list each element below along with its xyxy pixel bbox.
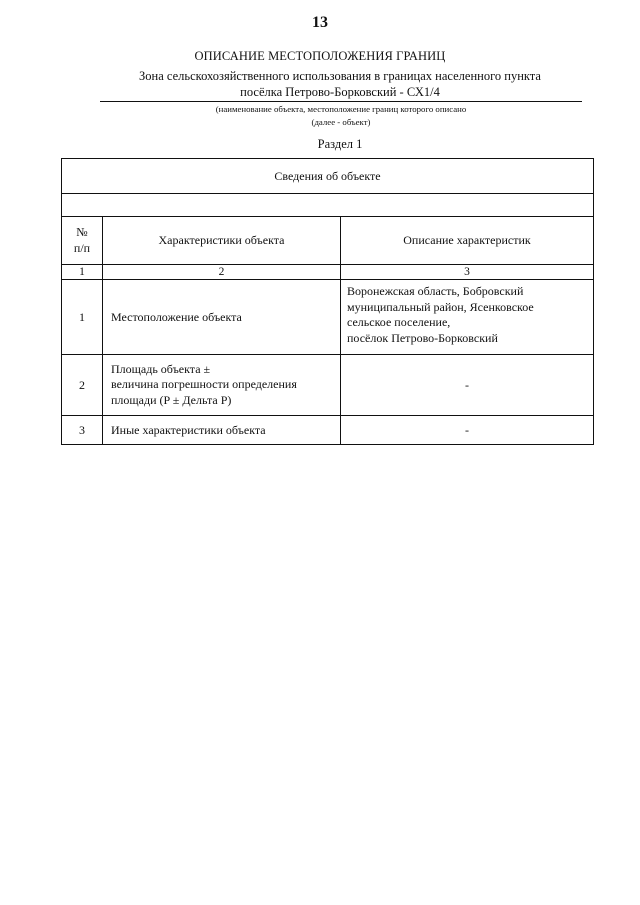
column-number-row <box>62 265 594 280</box>
row-description-line: сельское поселение, <box>347 315 451 329</box>
table-spacer-cell <box>62 194 594 217</box>
row-characteristic-line: Площадь объекта ± <box>111 361 211 376</box>
row-characteristic-line: площади (P ± Дельта P) <box>111 392 232 407</box>
column-header-num-line-1: № <box>76 225 88 239</box>
row-description <box>341 355 594 416</box>
column-header-num-line-2: п/п <box>73 240 91 255</box>
row-characteristic <box>103 280 341 355</box>
document-subtitle <box>100 68 580 100</box>
table-spacer-row <box>62 194 594 217</box>
table-title: Сведения об объекте <box>62 159 594 194</box>
row-description-line: - <box>465 377 469 392</box>
table-row <box>62 416 594 445</box>
document-title: ОПИСАНИЕ МЕСТОПОЛОЖЕНИЯ ГРАНИЦ <box>194 49 446 63</box>
column-number-2: 2 <box>103 265 341 280</box>
row-characteristic <box>103 416 341 445</box>
row-characteristic <box>103 355 341 416</box>
row-description-line: - <box>465 422 469 437</box>
table-title-row <box>62 159 594 194</box>
row-description <box>341 416 594 445</box>
row-characteristic-line: Иные характеристики объекта <box>111 422 266 437</box>
row-number: 1 <box>62 280 103 355</box>
table-header-row <box>62 217 594 265</box>
row-description-line: Воронежская область, Бобровский <box>347 284 524 298</box>
caption-line-2: (далее - объект) <box>311 117 371 127</box>
subtitle-line-2: посёлка Петрово-Борковский - СХ1/4 <box>240 85 440 99</box>
row-number: 2 <box>62 355 103 416</box>
row-characteristic-line: Местоположение объекта <box>111 309 242 324</box>
column-header-num <box>62 217 103 265</box>
section-label: Раздел 1 <box>317 137 363 151</box>
page-number: 13 <box>312 14 328 31</box>
row-description-line: муниципальный район, Ясенковское <box>347 299 534 314</box>
caption-line-1: (наименование объекта, местоположение границ которого описано <box>215 104 467 114</box>
table-row <box>62 280 594 355</box>
row-number: 3 <box>62 416 103 445</box>
column-number-3: 3 <box>341 265 594 280</box>
row-description-line: посёлок Петрово-Борковский <box>347 330 498 345</box>
subtitle-line-1: Зона сельскохозяйственного использования в границах населенного пункта <box>139 69 541 83</box>
column-header-characteristic: Характеристики объекта <box>103 217 341 265</box>
table-row <box>62 355 594 416</box>
object-caption <box>100 103 582 129</box>
subtitle-underline <box>100 101 582 102</box>
column-number-1: 1 <box>62 265 103 280</box>
column-header-description: Описание характеристик <box>341 217 594 265</box>
row-characteristic-line: величина погрешности определения <box>111 377 297 392</box>
object-info-table <box>61 158 594 445</box>
row-description <box>341 280 594 355</box>
